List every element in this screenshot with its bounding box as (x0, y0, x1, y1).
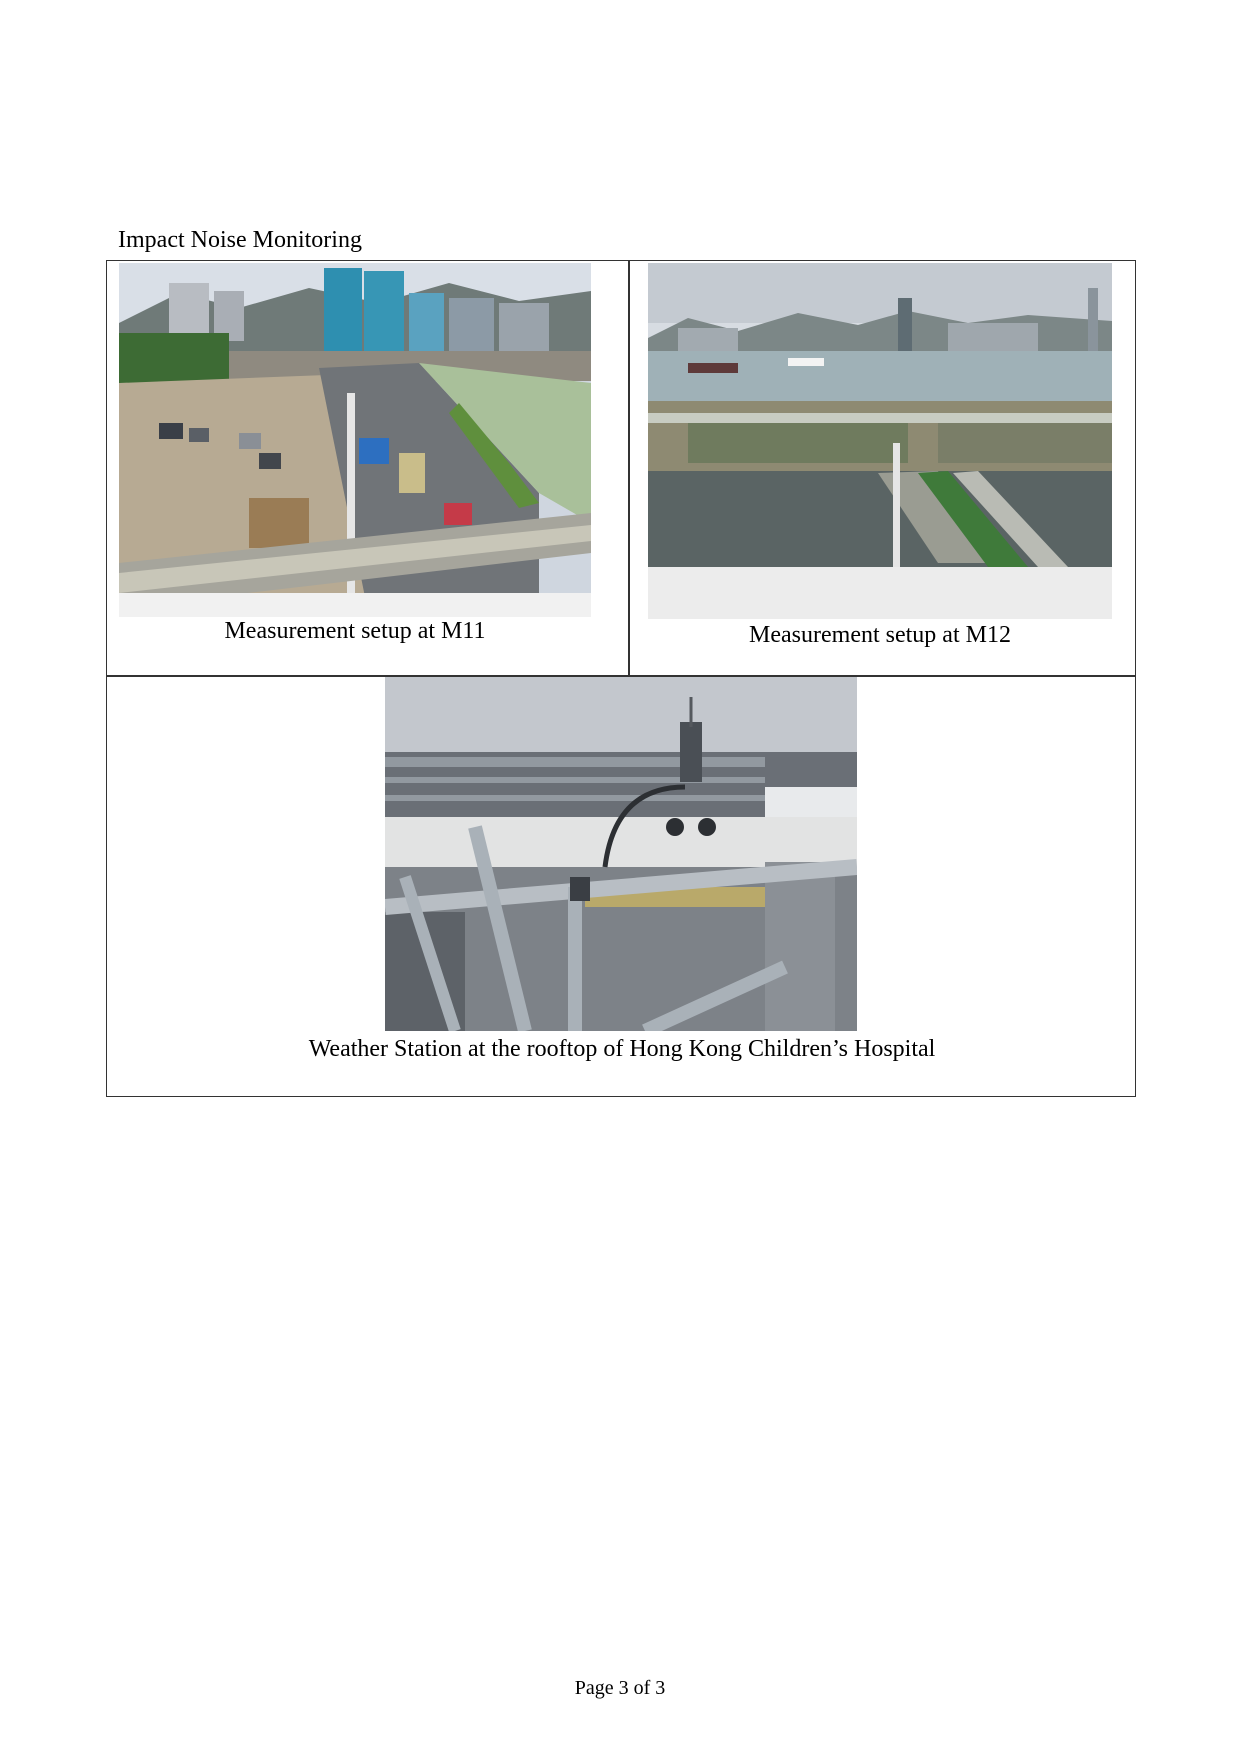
photo-caption-m11: Measurement setup at M11 (224, 618, 486, 644)
page-number: Page 3 of 3 (574, 1677, 666, 1699)
table-vertical-divider (628, 261, 630, 675)
photo-caption-m12: Measurement setup at M12 (749, 622, 1011, 648)
photo-m12-setup (648, 263, 1112, 619)
photo-m11-setup (119, 263, 591, 617)
photo-weather-station (385, 677, 857, 1031)
photo-caption-weather-station: Weather Station at the rooftop of Hong Kong Children’s Hospital (308, 1036, 936, 1062)
photo-table (106, 260, 1136, 1097)
section-heading: Impact Noise Monitoring (118, 227, 362, 253)
